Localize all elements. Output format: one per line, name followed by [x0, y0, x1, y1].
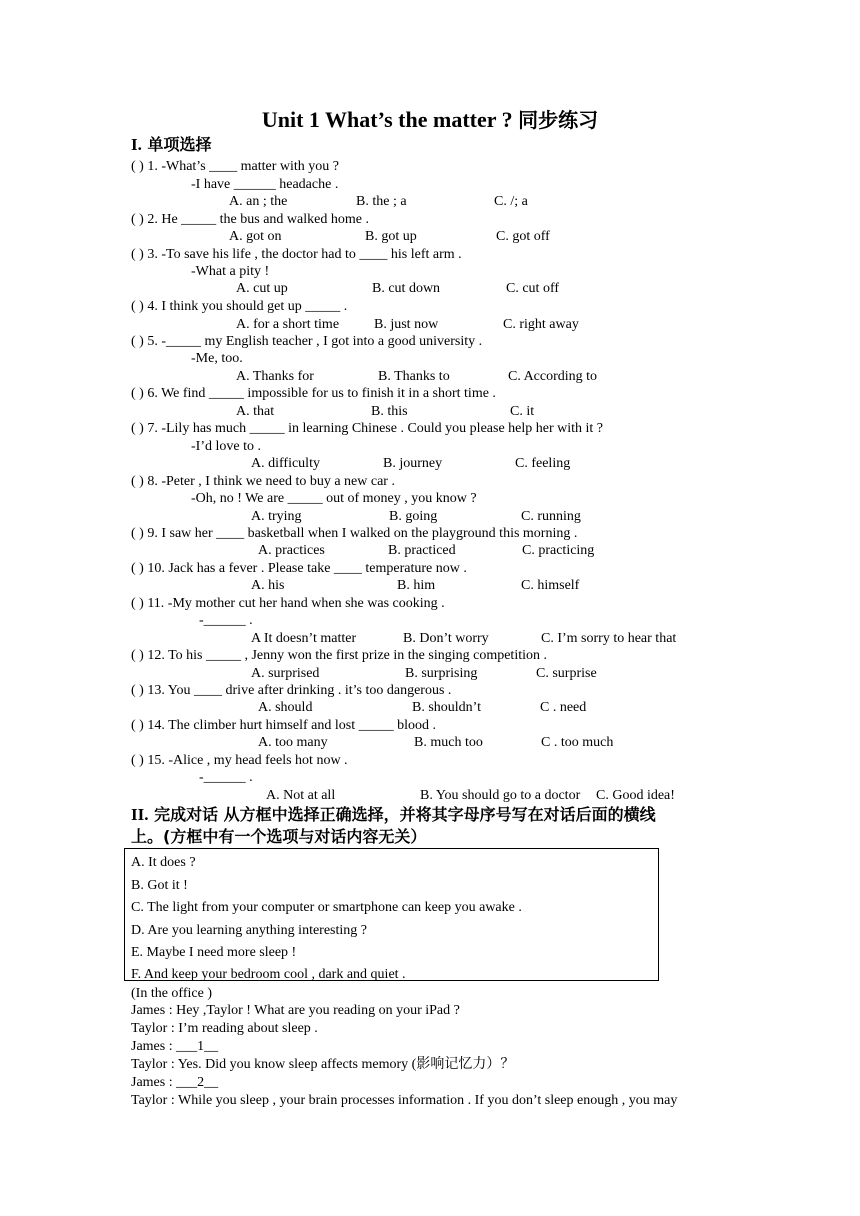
question-15: [131, 752, 348, 769]
option-b: B. going: [389, 509, 438, 524]
question-2: [131, 211, 369, 228]
option-b: B. got up: [365, 229, 417, 244]
question-stem: 13. You ____ drive after drinking . it’s too dangerous .: [143, 683, 452, 698]
question-reply: -______ .: [199, 613, 253, 628]
question-14: [131, 717, 436, 734]
option-c: C. I’m sorry to hear that: [541, 631, 677, 646]
answer-blank[interactable]: ( ): [131, 753, 144, 768]
question-3: [131, 246, 462, 263]
question-stem: 9. I saw her ____ basketball when I walked on the playground this morning .: [143, 526, 578, 541]
question-stem: 3. -To save his life , the doctor had to ____ his left arm .: [143, 247, 462, 262]
option-a: A. too many: [258, 735, 328, 750]
answer-blank[interactable]: ( ): [131, 421, 144, 436]
option-c: C. cut off: [506, 281, 560, 296]
box-option-e: E. Maybe I need more sleep !: [131, 945, 297, 960]
question-12: [131, 647, 547, 664]
question-1: [131, 158, 339, 175]
question-reply: -What a pity !: [191, 264, 270, 279]
section-1-number: I.: [131, 135, 142, 154]
dialogue-line: James : Hey ,Taylor ! What are you reading on your iPad ?: [131, 1003, 460, 1018]
option-b: B. Don’t worry: [403, 631, 489, 646]
option-b: B. practiced: [388, 543, 456, 558]
title-chinese: 同步练习: [518, 108, 599, 132]
question-8: [131, 473, 395, 490]
question-stem: 12. To his _____ , Jenny won the first prize in the singing competition .: [143, 648, 547, 663]
question-stem: 1. -What’s ____ matter with you ?: [143, 159, 340, 174]
box-option-a: A. It does ?: [131, 855, 196, 870]
section-2-heading: [131, 804, 751, 826]
page-title: [0, 104, 860, 136]
option-a: A. got on: [229, 229, 282, 244]
question-11: [131, 595, 445, 612]
option-a: A. cut up: [236, 281, 288, 296]
dialogue-line: Taylor : I’m reading about sleep .: [131, 1021, 318, 1036]
question-stem: 2. He _____ the bus and walked home .: [143, 212, 369, 227]
option-a: A. should: [258, 700, 313, 715]
option-b: B. surprising: [405, 666, 478, 681]
section-2-number: II.: [131, 805, 149, 824]
question-4: [131, 298, 347, 315]
option-c: C. himself: [521, 578, 580, 593]
question-reply: -Me, too.: [191, 351, 243, 366]
question-reply: -______ .: [199, 770, 253, 785]
question-7: [131, 420, 603, 437]
option-a: A. surprised: [251, 666, 320, 681]
option-b: B. journey: [383, 456, 443, 471]
dialogue-line: (In the office ): [131, 986, 212, 1001]
option-box: [124, 848, 659, 981]
question-stem: 5. -_____ my English teacher , I got into a good university .: [143, 334, 483, 349]
option-a: A. practices: [258, 543, 325, 558]
option-a: A. his: [251, 578, 285, 593]
box-option-b: B. Got it !: [131, 878, 188, 893]
option-a: A. trying: [251, 509, 302, 524]
box-option-c: C. The light from your computer or smartphone can keep you awake .: [131, 900, 522, 915]
option-c: C. According to: [508, 369, 598, 384]
question-reply: -Oh, no ! We are _____ out of money , you know ?: [191, 491, 477, 506]
question-5: [131, 333, 482, 350]
box-option-f: F. And keep your bedroom cool , dark and quiet .: [131, 967, 406, 982]
option-a: A. difficulty: [251, 456, 320, 471]
option-a: A. Thanks for: [236, 369, 314, 384]
dialogue-line: James : ___2__: [131, 1075, 219, 1090]
section-2-heading-line-2: 上。(方框中有一个选项与对话内容无关）: [131, 827, 427, 846]
answer-blank[interactable]: ( ): [131, 334, 144, 349]
answer-blank[interactable]: ( ): [131, 561, 144, 576]
answer-blank[interactable]: ( ): [131, 299, 144, 314]
box-option-d: D. Are you learning anything interesting ?: [131, 923, 367, 938]
question-reply: -I’d love to .: [191, 439, 261, 454]
answer-blank[interactable]: ( ): [131, 596, 144, 611]
answer-blank[interactable]: ( ): [131, 526, 144, 541]
title-english: Unit 1 What’s the matter ?: [261, 107, 513, 132]
option-b: B. You should go to a doctor: [420, 788, 581, 803]
option-b: B. him: [397, 578, 436, 593]
option-b: B. this: [371, 404, 408, 419]
section-1-label: 单项选择: [147, 135, 212, 154]
question-10: [131, 560, 467, 577]
answer-blank[interactable]: ( ): [131, 247, 144, 262]
question-6: [131, 385, 496, 402]
question-stem: 11. -My mother cut her hand when she was cooking .: [143, 596, 445, 611]
option-b: B. shouldn’t: [412, 700, 481, 715]
question-13: [131, 682, 451, 699]
option-c: C. Good idea!: [596, 788, 675, 803]
option-a: A. for a short time: [236, 317, 340, 332]
question-stem: 6. We find _____ impossible for us to finish it in a short time .: [143, 386, 496, 401]
option-b: B. Thanks to: [378, 369, 450, 384]
option-c: C. right away: [503, 317, 579, 332]
option-b: B. cut down: [372, 281, 441, 296]
option-c: C. it: [510, 404, 535, 419]
dialogue-line: James : ___1__: [131, 1039, 219, 1054]
question-9: [131, 525, 577, 542]
option-c: C . need: [540, 700, 587, 715]
question-reply: -I have ______ headache .: [191, 177, 339, 192]
answer-blank[interactable]: ( ): [131, 474, 144, 489]
option-a: A. Not at all: [266, 788, 336, 803]
question-stem: 7. -Lily has much _____ in learning Chinese . Could you please help her with it ?: [143, 421, 604, 436]
answer-blank[interactable]: ( ): [131, 212, 144, 227]
question-stem: 8. -Peter , I think we need to buy a new car .: [143, 474, 395, 489]
option-c: C. running: [521, 509, 581, 524]
dialogue-line: Taylor : Yes. Did you know sleep affects memory (影响记忆力）？: [131, 1057, 515, 1072]
option-a: A It doesn’t matter: [251, 631, 357, 646]
option-c: C . too much: [541, 735, 614, 750]
option-b: B. much too: [414, 735, 483, 750]
option-b: B. just now: [374, 317, 439, 332]
question-stem: 10. Jack has a fever . Please take ____ temperature now .: [143, 561, 467, 576]
answer-blank[interactable]: ( ): [131, 683, 144, 698]
option-c: C. got off: [496, 229, 550, 244]
answer-blank[interactable]: ( ): [131, 386, 144, 401]
option-a: A. that: [236, 404, 275, 419]
section-2-line-1: 完成对话 从方框中选择正确选择，并将其字母序号写在对话后面的横线: [154, 805, 656, 824]
question-stem: 15. -Alice , my head feels hot now .: [143, 753, 348, 768]
option-b: B. the ; a: [356, 194, 407, 209]
answer-blank[interactable]: ( ): [131, 159, 144, 174]
option-c: C. /; a: [494, 194, 528, 209]
option-c: C. surprise: [536, 666, 597, 681]
question-stem: 14. The climber hurt himself and lost _____ blood .: [143, 718, 436, 733]
option-a: A. an ; the: [229, 194, 288, 209]
answer-blank[interactable]: ( ): [131, 648, 144, 663]
option-c: C. practicing: [522, 543, 595, 558]
question-stem: 4. I think you should get up _____ .: [143, 299, 348, 314]
answer-blank[interactable]: ( ): [131, 718, 144, 733]
option-c: C. feeling: [515, 456, 571, 471]
section-1-heading: [131, 134, 211, 156]
dialogue-line: Taylor : While you sleep , your brain processes information . If you don’t sleep enough , you may: [131, 1093, 678, 1108]
